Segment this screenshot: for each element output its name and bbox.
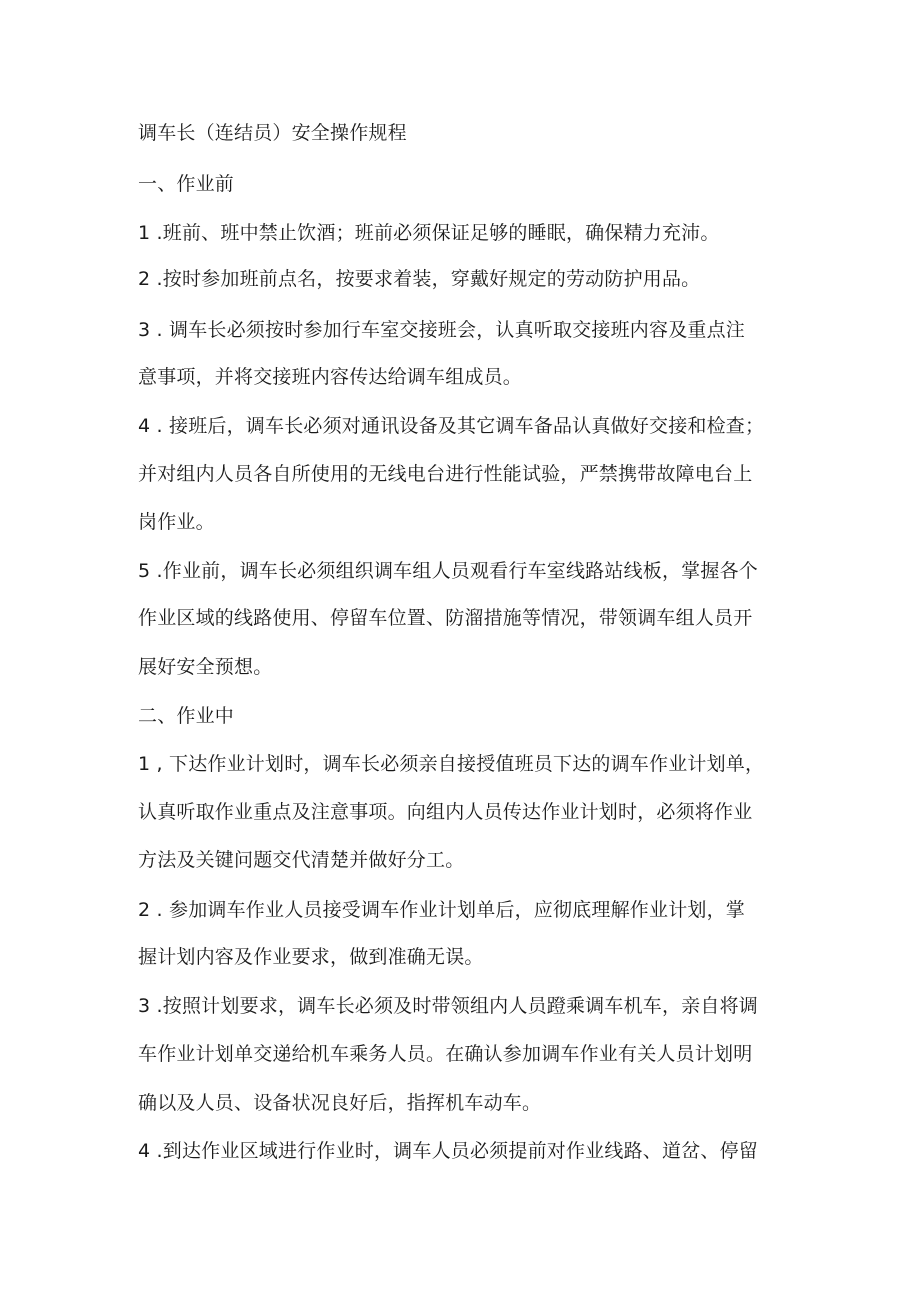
paragraph-line: 认真听取作业重点及注意事项。向组内人员传达作业计划时，必须将作业 <box>138 801 753 823</box>
paragraph-line: 2 .按时参加班前点名，按要求着装，穿戴好规定的劳动防护用品。 <box>138 268 701 290</box>
section-heading-before-work: 一、作业前 <box>138 173 235 195</box>
paragraph-line: 岗作业。 <box>138 511 215 533</box>
paragraph-line: 1 .班前、班中禁止饮酒；班前必须保证足够的睡眠，确保精力充沛。 <box>138 222 720 244</box>
paragraph-line: 2 . 参加调车作业人员接受调车作业计划单后，应彻底理解作业计划，掌 <box>138 899 746 921</box>
paragraph-line: 并对组内人员各自所使用的无线电台进行性能试验，严禁携带故障电台上 <box>138 463 753 485</box>
paragraph-line: 1 , 下达作业计划时，调车长必须亲自接授值班员下达的调车作业计划单， <box>138 753 765 775</box>
paragraph-line: 3 . 调车长必须按时参加行车室交接班会，认真听取交接班内容及重点注 <box>138 319 746 341</box>
paragraph-line: 车作业计划单交递给机车乘务人员。在确认参加调车作业有关人员计划明 <box>138 1043 753 1065</box>
paragraph-line: 确以及人员、设备状况良好后，指挥机车动车。 <box>138 1092 542 1114</box>
paragraph-line: 握计划内容及作业要求，做到准确无误。 <box>138 946 484 968</box>
paragraph-line: 方法及关键问题交代清楚并做好分工。 <box>138 849 465 871</box>
paragraph-line: 4 .到达作业区域进行作业时，调车人员必须提前对作业线路、道岔、停留 <box>138 1140 758 1162</box>
section-heading-during-work: 二、作业中 <box>138 705 235 727</box>
paragraph-line: 4 . 接班后，调车长必须对通讯设备及其它调车备品认真做好交接和检查； <box>138 415 765 437</box>
paragraph-line: 展好安全预想。 <box>138 656 273 678</box>
paragraph-line: 3 .按照计划要求，调车长必须及时带领组内人员蹬乘调车机车，亲自将调 <box>138 995 758 1017</box>
document-title: 调车长（连结员）安全操作规程 <box>138 122 407 144</box>
paragraph-line: 意事项，并将交接班内容传达给调车组成员。 <box>138 366 523 388</box>
paragraph-line: 5 .作业前，调车长必须组织调车组人员观看行车室线路站线板，掌握各个 <box>138 560 758 582</box>
paragraph-line: 作业区域的线路使用、停留车位置、防溜措施等情况，带领调车组人员开 <box>138 607 753 629</box>
